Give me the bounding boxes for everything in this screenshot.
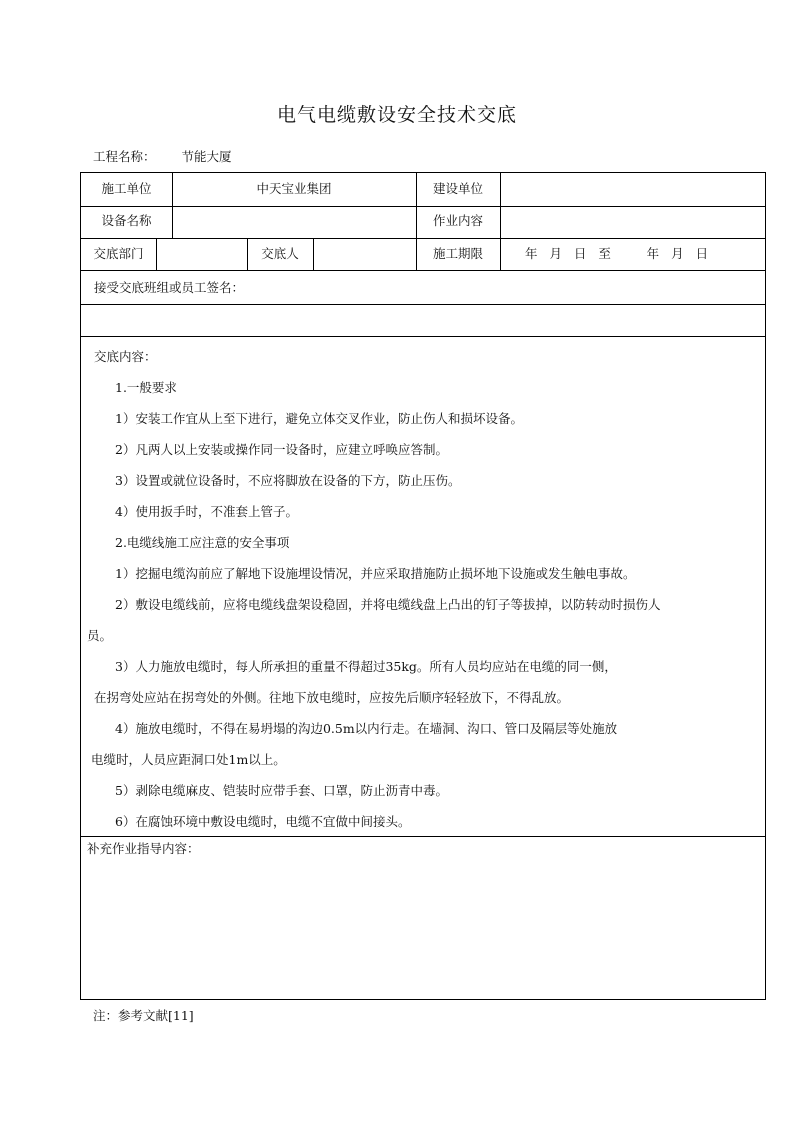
disclosure-dept-label: 交底部门 (93, 246, 144, 261)
content-line: 3）人力施放电缆时，每人所承担的重量不得超过35kg。所有人员均应站在电缆的同一侧， (115, 659, 617, 674)
content-line: 电缆时，人员应距洞口处1m以上。 (91, 752, 286, 767)
project-name-label: 工程名称： (93, 149, 156, 164)
disclosure-form-table (80, 172, 766, 1000)
content-line: 1.一般要求 (115, 380, 177, 395)
content-line: 1）安装工作宜从上至下进行，避免立体交叉作业，防止伤人和损坏设备。 (115, 411, 523, 426)
construction-period-label: 施工期限 (432, 246, 483, 261)
content-line: 2.电缆线施工应注意的安全事项 (115, 535, 290, 550)
content-line: 员。 (87, 628, 113, 643)
construction-unit-label: 施工单位 (101, 181, 152, 196)
construction-period-value: 年 月 日 至 年 月 日 (525, 246, 709, 261)
content-heading: 交底内容： (94, 349, 157, 364)
project-name-row (93, 147, 232, 165)
disclosure-person-label: 交底人 (261, 246, 299, 261)
content-line: 5）剥除电缆麻皮、铠装时应带手套、口罩，防止沥青中毒。 (115, 783, 448, 798)
document-title: 电气电缆敷设安全技术交底 (276, 104, 517, 126)
work-content-label: 作业内容 (432, 213, 483, 228)
equipment-name-label: 设备名称 (101, 213, 152, 228)
signature-label: 接受交底班组或员工签名： (94, 280, 245, 295)
content-line: 2）凡两人以上安装或操作同一设备时，应建立呼唤应答制。 (115, 442, 448, 457)
content-line: 4）施放电缆时，不得在易坍塌的沟边0.5m以内行走。在墙洞、沟口、管口及隔层等处施放 (115, 721, 618, 736)
content-line: 3）设置或就位设备时，不应将脚放在设备的下方，防止压伤。 (115, 473, 461, 488)
content-line: 在拐弯处应站在拐弯处的外侧。往地下放电缆时，应按先后顺序轻轻放下，不得乱放。 (94, 690, 570, 705)
content-line: 2）敷设电缆线前，应将电缆线盘架设稳固，并将电缆线盘上凸出的钉子等拔掉，以防转动时损伤人 (115, 597, 661, 612)
project-name-value: 节能大厦 (181, 149, 232, 164)
reference-note: 注：参考文献[11] (93, 1008, 194, 1023)
content-line: 4）使用扳手时，不准套上管子。 (115, 504, 298, 519)
supplement-label: 补充作业指导内容： (87, 841, 200, 856)
content-line: 1）挖掘电缆沟前应了解地下设施埋设情况，并应采取措施防止损坏地下设施或发生触电事故。 (115, 566, 636, 581)
owner-unit-label: 建设单位 (432, 181, 483, 196)
construction-unit-value: 中天宝业集团 (256, 181, 332, 196)
content-line: 6）在腐蚀环境中敷设电缆时，电缆不宜做中间接头。 (115, 814, 411, 829)
